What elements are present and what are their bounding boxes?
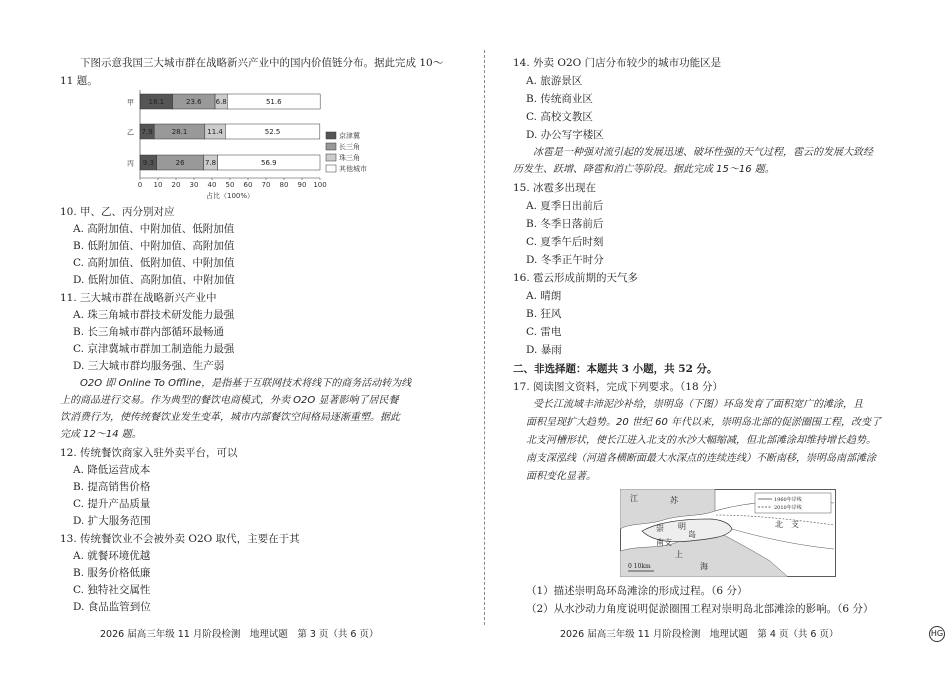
q16-option-a[interactable]: A. 晴朗 [526,290,562,302]
q13-option-c[interactable]: C. 独特社交属性 [73,584,151,596]
q17-text-3: 北支河槽形状，使长江进入北支的水沙大幅缩减，但北部滩涂却维持增长趋势。 [526,435,876,446]
map-label-hai: 海 [700,562,708,571]
bar-value-label: 23.6 [186,98,202,106]
q16-option-d[interactable]: D. 暴雨 [526,344,562,356]
q11-stem: 11. 三大城市群在战略新兴产业中 [60,292,217,304]
hail-text-1: 冰雹是一种强对流引起的发展迅速、破坏性强的天气过程，雹云的发展大致经 [533,147,873,158]
x-tick-label: 60 [243,181,253,189]
q10-option-c[interactable]: C. 高附加值、低附加值、中附加值 [73,257,235,269]
bar-value-label: 52.5 [264,128,281,136]
map-label-nanzhi: 南支 [656,538,672,547]
q14-option-c[interactable]: C. 高校文教区 [526,111,593,123]
bar-value-label: 51.6 [265,98,282,106]
q11-option-d[interactable]: D. 三大城市群均服务强、生产弱 [73,360,225,372]
chongming-island-map [620,489,836,577]
page-footer-3: 2026 届高三年级 11 月阶段检测 地理试题 第 3 页（共 6 页） [100,629,379,640]
q17-text-4: 南支深泓线（河道各横断面最大水深点的连续连线）不断南移，崇明岛南部滩涂 [526,453,876,464]
bar-value-label: 28.1 [171,128,188,136]
map-label-ming: 明 [678,522,686,531]
map-label-jiang: 江 [630,494,638,503]
q13-option-a[interactable]: A. 就餐环境优越 [73,550,151,562]
q10-option-b[interactable]: B. 低附加值、中附加值、高附加值 [73,240,235,252]
value-chain-bar-chart [118,88,378,206]
q12-option-a[interactable]: A. 降低运营成本 [73,464,151,476]
legend-swatch [326,132,336,139]
bar-value-label: 7.9 [141,128,153,136]
bar-value-label: 26 [175,159,185,167]
map-label-beizhi: 北 支 [775,520,799,529]
q13-stem: 13. 传统餐饮业不会被外卖 O2O 取代，主要在于其 [60,533,300,545]
q12-option-b[interactable]: B. 提高销售价格 [73,481,151,493]
q13-option-b[interactable]: B. 服务价格低廉 [73,567,151,579]
x-tick-label: 40 [207,181,217,189]
hail-text-2: 历发生、跃增、降雹和消亡等阶段。据此完成 15～16 题。 [513,164,775,175]
map-label-chong: 崇 [656,524,664,533]
q12-stem: 12. 传统餐饮商家入驻外卖平台，可以 [60,447,238,459]
q10-stem: 10. 甲、乙、丙分别对应 [60,206,175,218]
publisher-mark: HG [929,626,945,642]
x-tick-label: 80 [279,181,289,189]
q10-option-d[interactable]: D. 低附加值、高附加值、中附加值 [73,274,235,286]
bar-value-label: 6.8 [215,98,227,106]
q17-sub-question-1: （1）描述崇明岛环岛滩涂的形成过程。（6 分） [526,585,748,597]
legend-label: 珠三角 [339,154,360,162]
x-tick-label: 50 [225,181,235,189]
legend-label: 长三角 [339,143,360,151]
o2o-text-3: 饮消费行为，使传统餐饮业发生变革，城市内部餐饮空间格局逐渐重塑。据此 [60,412,400,423]
x-tick-label: 100 [313,181,327,189]
section-2-title: 二、非选择题：本题共 3 小题，共 52 分。 [513,363,718,375]
map-legend-2010: 2010年岸线 [774,505,802,511]
q14-option-a[interactable]: A. 旅游景区 [526,75,583,87]
x-tick-label: 70 [261,181,271,189]
q11-option-c[interactable]: C. 京津冀城市群加工制造能力最强 [73,343,235,355]
legend-swatch [326,154,336,161]
intro-text: 下图示意我国三大城市群在战略新兴产业中的国内价值链分布。据此完成 10～ [80,57,444,69]
o2o-text-4: 完成 12～14 题。 [60,429,142,440]
category-label: 乙 [127,128,134,137]
bar-value-label: 7.8 [204,159,217,167]
legend-label: 京津冀 [339,132,360,140]
bar-value-label: 11.4 [207,128,223,136]
o2o-text-2: 上的商品进行交易。作为典型的餐饮电商模式，外卖 O2O 显著影响了居民餐 [60,395,399,406]
map-legend-1960: 1960年岸线 [774,497,802,503]
q11-option-a[interactable]: A. 珠三角城市群技术研发能力最强 [73,309,235,321]
map-label-shang: 上 [675,550,683,559]
x-tick-label: 10 [153,181,163,189]
q16-stem: 16. 雹云形成前期的天气多 [513,272,639,284]
q17-sub-question-2: （2）从水沙动力角度说明促淤圈围工程对崇明岛北部滩涂的影响。（6 分） [526,603,874,615]
x-tick-label: 20 [171,181,181,189]
map-label-su: 苏 [670,496,678,505]
q13-option-d[interactable]: D. 食品监管到位 [73,601,151,613]
bar-value-label: 18.1 [148,98,165,106]
q10-option-a[interactable]: A. 高附加值、中附加值、低附加值 [73,223,235,235]
legend-swatch [326,143,336,150]
map-label-dao: 岛 [688,530,696,539]
q17-stem: 17. 阅读图文资料，完成下列要求。（18 分） [513,381,723,393]
o2o-text-1: O2O 即 Online To Offline，是指基于互联网技术将线下的商务活动转为线 [80,378,412,389]
q14-stem: 14. 外卖 O2O 门店分布较少的城市功能区是 [513,57,722,69]
q16-option-c[interactable]: C. 雷电 [526,326,562,338]
intro-text-cont: 11 题。 [60,75,98,87]
page-footer-4: 2026 届高三年级 11 月阶段检测 地理试题 第 4 页（共 6 页） [560,629,839,640]
q14-option-d[interactable]: D. 办公写字楼区 [526,129,604,141]
q15-option-d[interactable]: D. 冬季正午时分 [526,254,604,266]
x-tick-label: 30 [189,181,199,189]
q17-text-5: 面积变化显著。 [526,471,596,482]
q16-option-b[interactable]: B. 狂风 [526,308,562,320]
category-label: 丙 [127,159,134,168]
x-axis-title: 占比（100%） [205,192,255,200]
map-scale-label: 0 10km [628,563,651,570]
q17-text-1: 受长江流域丰沛泥沙补给，崇明岛（下图）环岛发育了面积宽广的滩涂，且 [533,399,863,410]
q15-option-b[interactable]: B. 冬季日落前后 [526,218,604,230]
legend-swatch [326,165,336,172]
q15-option-a[interactable]: A. 夏季日出前后 [526,200,604,212]
q11-option-b[interactable]: B. 长三角城市群内部循环最畅通 [73,326,224,338]
q15-stem: 15. 冰雹多出现在 [513,182,597,194]
bar-value-label: 9.3 [142,159,154,167]
bar-value-label: 56.9 [260,159,277,167]
q14-option-b[interactable]: B. 传统商业区 [526,93,593,105]
x-tick-label: 0 [137,181,143,189]
category-label: 甲 [127,98,134,107]
q17-text-2: 面积呈现扩大趋势。20 世纪 60 年代以来，崇明岛北部的促淤圈围工程，改变了 [526,417,881,428]
q15-option-c[interactable]: C. 夏季午后时刻 [526,236,604,248]
q12-option-c[interactable]: C. 提升产品质量 [73,498,151,510]
x-tick-label: 90 [297,181,307,189]
q12-option-d[interactable]: D. 扩大服务范围 [73,515,151,527]
legend-label: 其他城市 [339,165,367,173]
